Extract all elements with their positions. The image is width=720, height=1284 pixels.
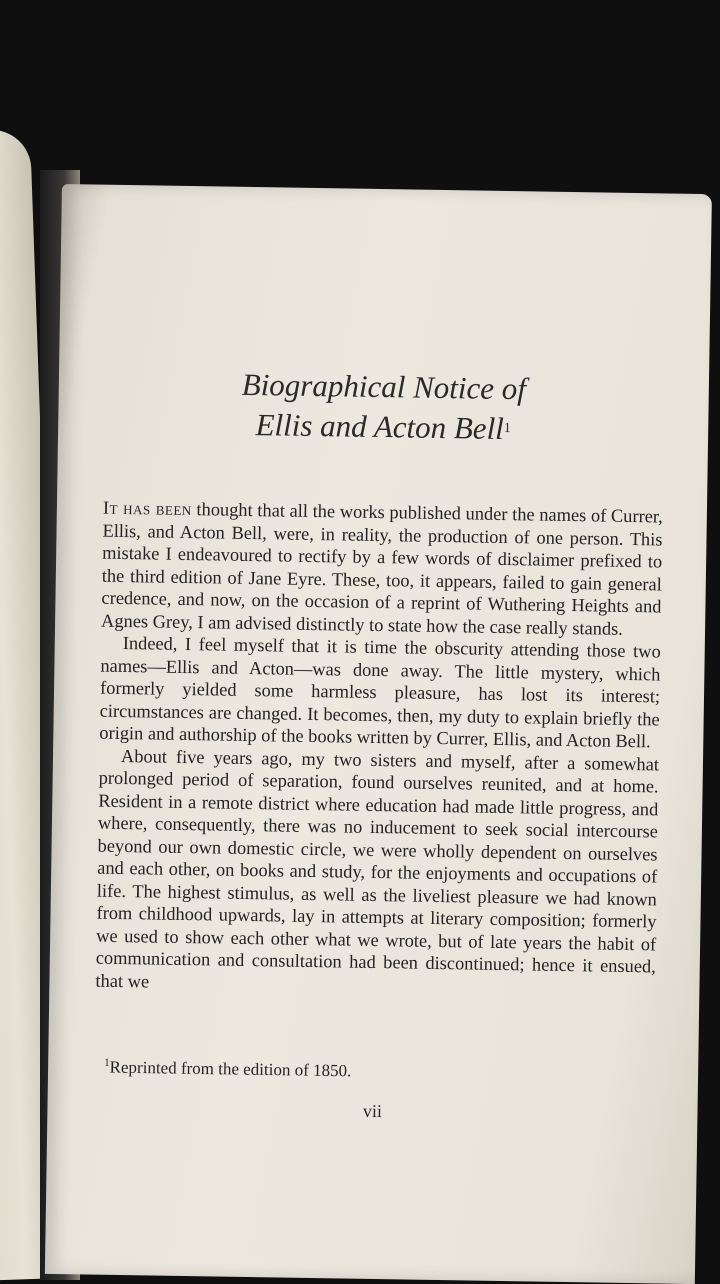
footnote-mark: 1: [104, 1056, 110, 1069]
book-page: [45, 184, 712, 1284]
body-text: [95, 497, 663, 1001]
title-line-1: Biographical Notice of: [241, 366, 527, 407]
chapter-title: [58, 362, 709, 452]
paragraph-text: thought that all the works published under the names of Currer, Ellis, and Acton Bell, were, in reality, the production of one person. This mistake I endeavoured to rectify by a few words of disclaimer prefixed to the third edition of Jane Eyre. These, too, it appears, failed to gain general credence, and now, on the occasion of a reprint of Wuthering Heights and Agnes Grey, I am advised distinctly to state how the case really stands.: [100, 499, 664, 639]
paragraph: [101, 497, 663, 641]
page-number: vii: [362, 1100, 383, 1122]
footnote: [104, 1057, 352, 1082]
footnote-text: Reprinted from the edition of 1850.: [109, 1057, 352, 1081]
title-line-2-text: Ellis and Acton Bell: [255, 407, 505, 446]
title-footnote-ref: 1: [503, 420, 511, 437]
paragraph: About five years ago, my two sisters and myself, after a somewhat prolonged period of separation, found ourselves reunited, and at home. Resident in a remote district where education had made little progress, and where, consequently, there was no inducement to seek social intercourse beyond our own domestic circle, we were wholly dependent on ourselves and each other, on books and study, for the enjoyments and occupations of life. The highest stimulus, as well as the liveliest pleasure we had known from childhood upwards, lay in attempts at literary composition; formerly we used to show each other what we wrote, but of late years the habit of communication and consultation had been discontinued; hence it ensued, that we: [95, 745, 660, 991]
opening-small-caps: It has been: [102, 497, 192, 520]
paragraph: Indeed, I feel myself that it is time the obscurity attending those two names—Ellis and Acton—was done away. The little mystery, which formerly yielded some harmless pleasure, has lost its interest; circumstances are changed. It becomes, then, my duty to explain briefly the origin and authorship of the books written by Currer, Ellis, and Acton Bell.: [99, 633, 661, 752]
